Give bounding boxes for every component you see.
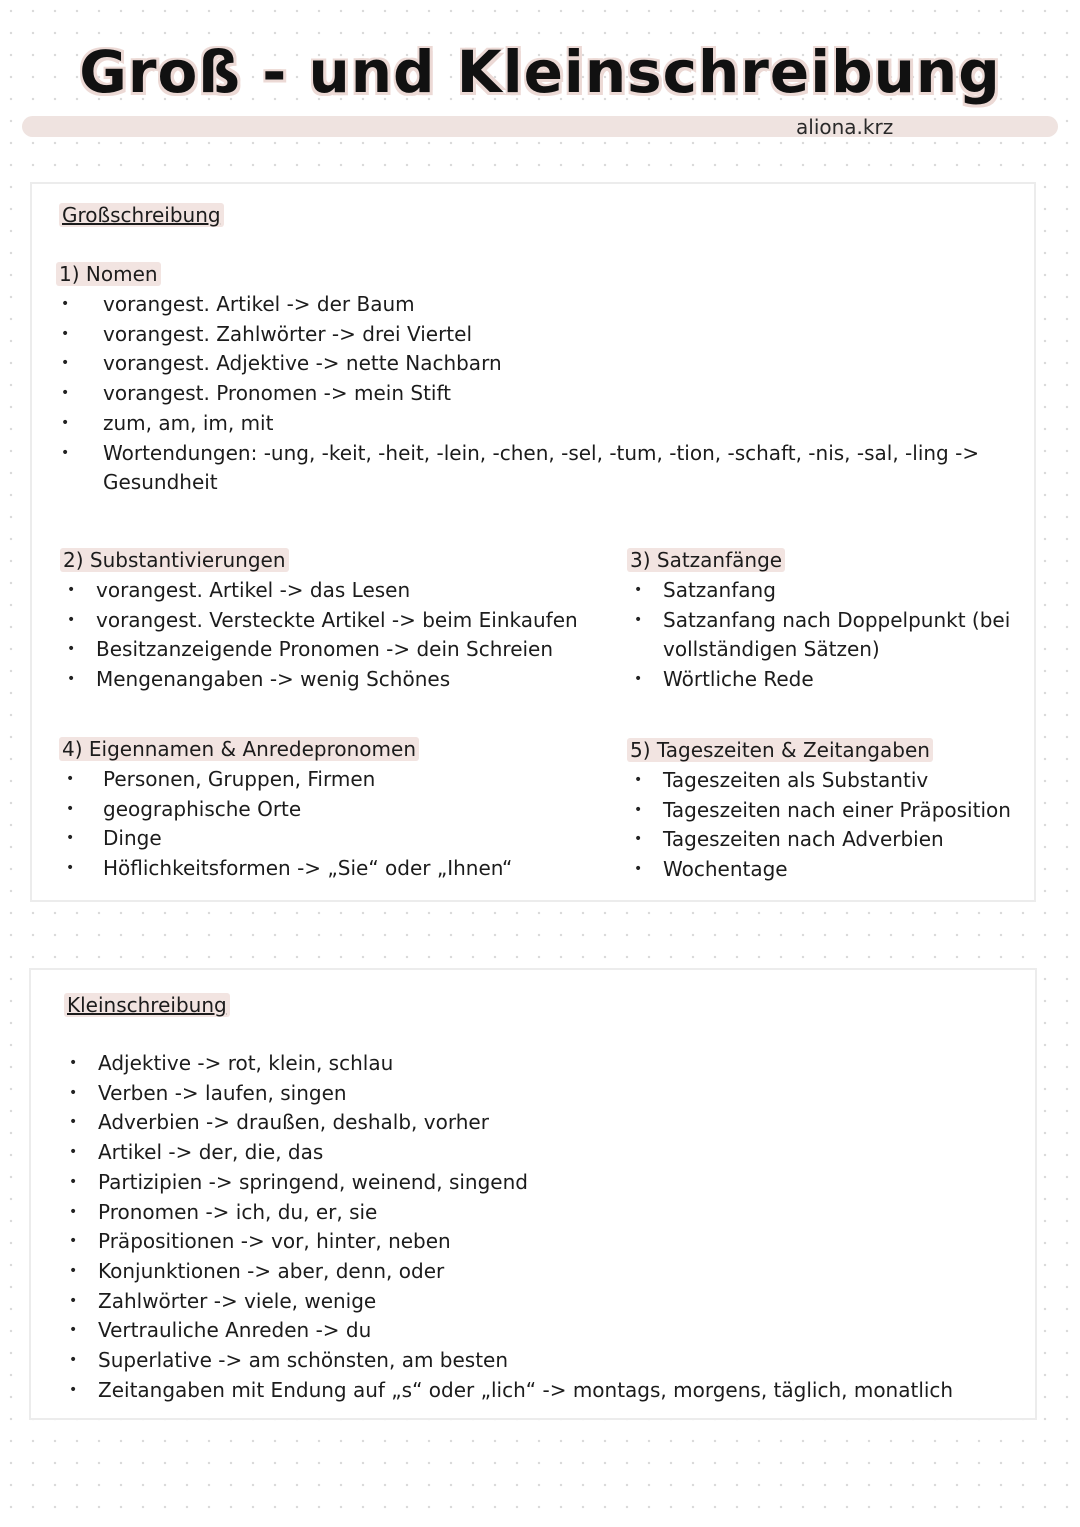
list-item: • Satzanfang nach Doppelpunkt (bei vollständigen Sätzen) xyxy=(663,606,1013,665)
tageszeiten-list xyxy=(663,766,1023,885)
satzanfaenge-heading: 3) Satzanfänge xyxy=(627,548,785,572)
list-item: • vorangest. Zahlwörter -> drei Viertel xyxy=(103,320,983,350)
list-item: • vorangest. Pronomen -> mein Stift xyxy=(103,379,983,409)
list-item: • Superlative -> am schönsten, am besten xyxy=(98,1346,998,1376)
list-item: • vorangest. Artikel -> das Lesen xyxy=(96,576,616,606)
title-underline-bar xyxy=(22,116,1058,137)
list-item: • Höflichkeitsformen -> „Sie“ oder „Ihnen“ xyxy=(103,854,623,884)
list-item: • Wörtliche Rede xyxy=(663,665,1013,695)
substantivierungen-list xyxy=(96,576,616,695)
list-item: • vorangest. Versteckte Artikel -> beim Einkaufen xyxy=(96,606,616,636)
nomen-heading: 1) Nomen xyxy=(56,262,161,286)
list-item: • Wortendungen: -ung, -keit, -heit, -lein, -chen, -sel, -tum, -tion, -schaft, -nis, -sal, -ling -> Gesundheit xyxy=(103,439,983,498)
list-item: • Konjunktionen -> aber, denn, oder xyxy=(98,1257,998,1287)
kleinschreibung-heading: Kleinschreibung xyxy=(64,993,230,1017)
kleinschreibung-list xyxy=(98,1049,998,1405)
list-item: • Besitzanzeigende Pronomen -> dein Schreien xyxy=(96,635,616,665)
list-item: • Satzanfang xyxy=(663,576,1013,606)
list-item: • Zeitangaben mit Endung auf „s“ oder „lich“ -> montags, morgens, täglich, monatlich xyxy=(98,1376,998,1406)
author-handle: aliona.krz xyxy=(796,115,894,139)
list-item: • Vertrauliche Anreden -> du xyxy=(98,1316,998,1346)
list-item: • Adjektive -> rot, klein, schlau xyxy=(98,1049,998,1079)
list-item: • vorangest. Adjektive -> nette Nachbarn xyxy=(103,349,983,379)
list-item: • Zahlwörter -> viele, wenige xyxy=(98,1287,998,1317)
list-item: • Präpositionen -> vor, hinter, neben xyxy=(98,1227,998,1257)
list-item: • Tageszeiten nach Adverbien xyxy=(663,825,1023,855)
list-item: • Verben -> laufen, singen xyxy=(98,1079,998,1109)
tageszeiten-heading: 5) Tageszeiten & Zeitangaben xyxy=(627,738,933,762)
list-item: • Adverbien -> draußen, deshalb, vorher xyxy=(98,1108,998,1138)
list-item: • Pronomen -> ich, du, er, sie xyxy=(98,1198,998,1228)
satzanfaenge-list xyxy=(663,576,1013,695)
list-item: • zum, am, im, mit xyxy=(103,409,983,439)
list-item: • Tageszeiten nach einer Präposition xyxy=(663,796,1023,826)
substantivierungen-heading: 2) Substantivierungen xyxy=(60,548,289,572)
page-title: Groß - und Kleinschreibung xyxy=(79,38,1001,106)
list-item: • Dinge xyxy=(103,824,623,854)
grossschreibung-heading: Großschreibung xyxy=(59,203,224,227)
list-item: • geographische Orte xyxy=(103,795,623,825)
nomen-list xyxy=(103,290,983,498)
list-item: • Tageszeiten als Substantiv xyxy=(663,766,1023,796)
eigennamen-list xyxy=(103,765,623,884)
eigennamen-heading: 4) Eigennamen & Anredepronomen xyxy=(59,737,419,761)
list-item: • Partizipien -> springend, weinend, singend xyxy=(98,1168,998,1198)
list-item: • Mengenangaben -> wenig Schönes xyxy=(96,665,616,695)
list-item: • Artikel -> der, die, das xyxy=(98,1138,998,1168)
list-item: • Wochentage xyxy=(663,855,1023,885)
list-item: • vorangest. Artikel -> der Baum xyxy=(103,290,983,320)
list-item: • Personen, Gruppen, Firmen xyxy=(103,765,623,795)
